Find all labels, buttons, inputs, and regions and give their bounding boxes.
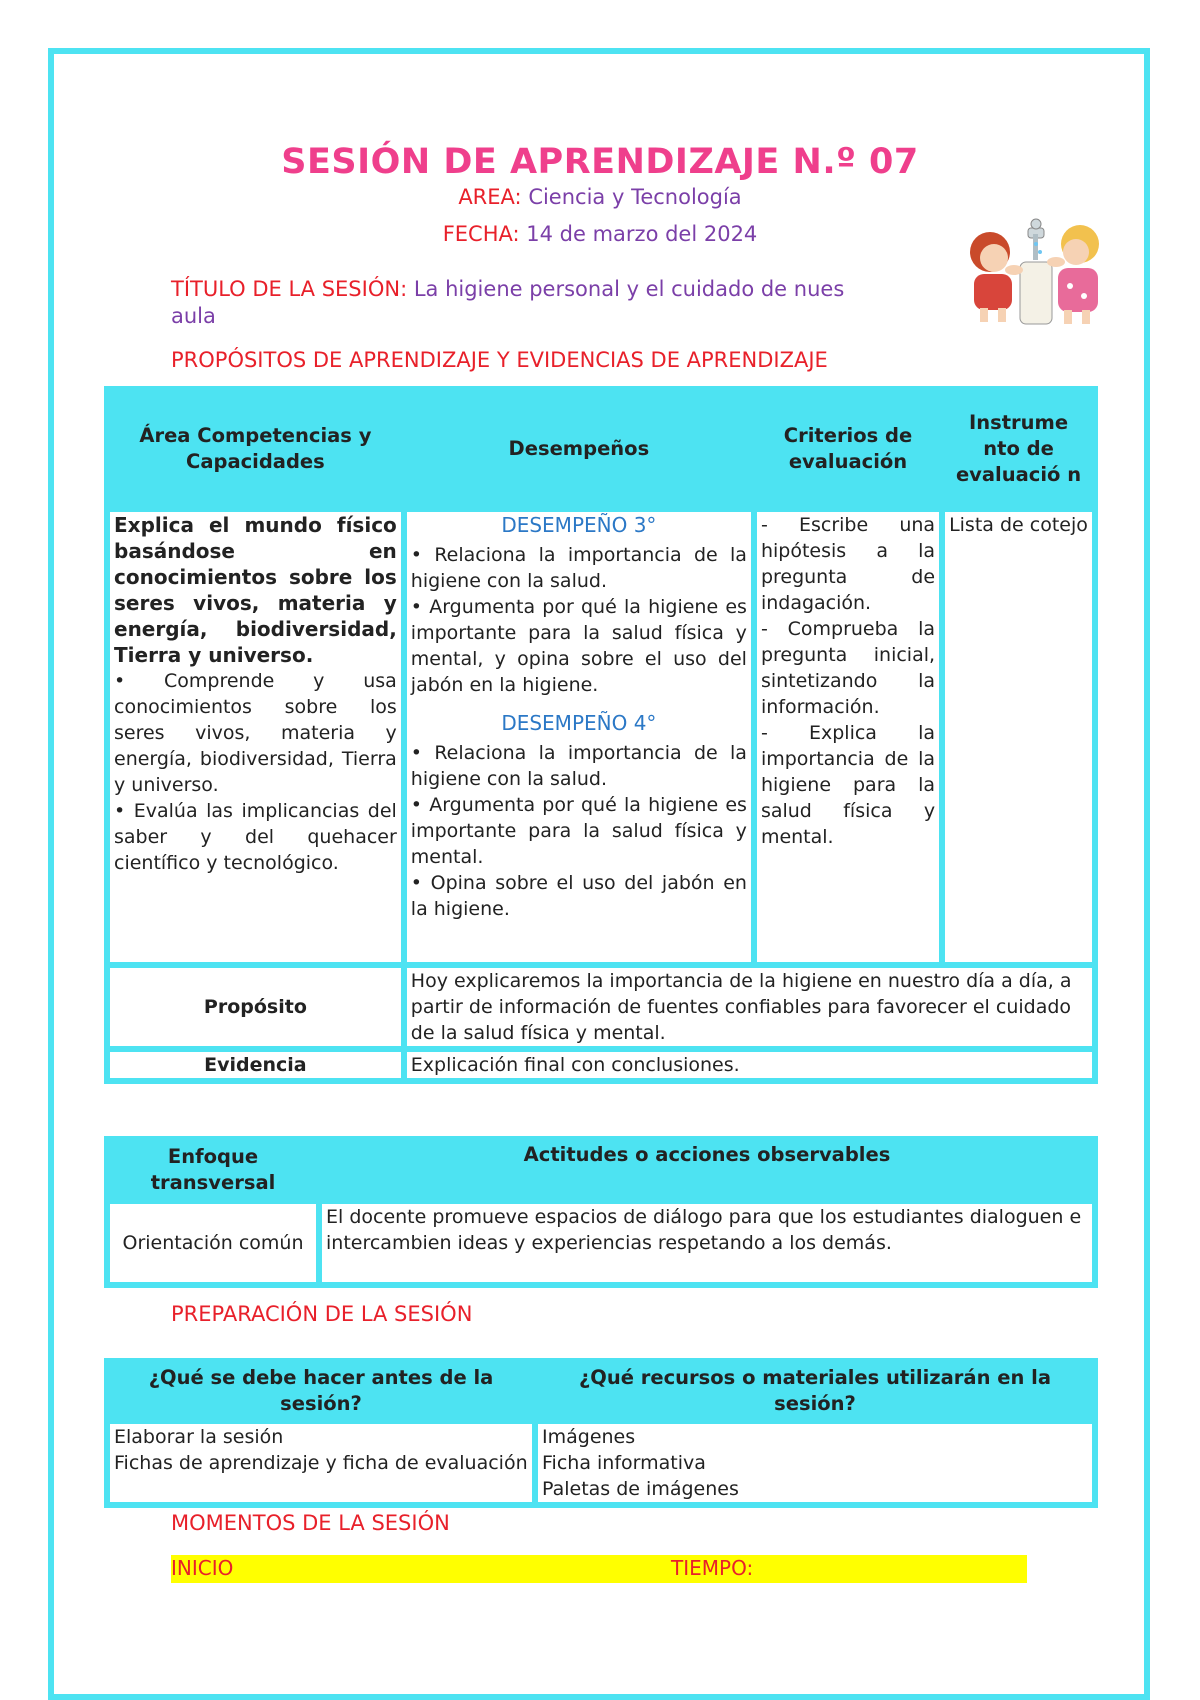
desempenos-cell (407, 512, 751, 962)
header-instrumento: Instrume nto de evaluació n (945, 392, 1092, 506)
header-criterios: Criterios de evaluación (757, 392, 939, 506)
header-antes: ¿Qué se debe hacer antes de la sesión? (110, 1364, 532, 1418)
antes-item-2: Fichas de aprendizaje y ficha de evaluación (114, 1452, 528, 1474)
page-title: SESIÓN DE APRENDIZAJE N.º 07 (281, 142, 919, 182)
header-enfoque: Enfoque transversal (110, 1142, 316, 1198)
preparacion-table (104, 1358, 1098, 1508)
tiempo-label: TIEMPO: (671, 1556, 754, 1580)
evidencia-text: Explicación final con conclusiones. (407, 1052, 1092, 1078)
header-desempenos: Desempeños (407, 392, 751, 506)
desempeno-4-item-1: • Relaciona la importancia de la higiene con la salud. (410, 742, 747, 790)
desempeno-3-item-2: • Argumenta por qué la higiene es importante para la salud física y mental, y opina sobre el uso del jabón en la higiene. (410, 596, 747, 696)
titulo-value-line1: La higiene personal y el cuidado de nues (413, 277, 845, 301)
preparacion-heading: PREPARACIÓN DE LA SESIÓN (171, 1302, 473, 1326)
desempeno-4-title: DESEMPEÑO 4° (501, 711, 657, 735)
criterio-1: - Escribe una hipótesis a la pregunta de indagación. (760, 514, 936, 614)
competencias-cell (110, 512, 401, 962)
propositos-heading: PROPÓSITOS DE APRENDIZAJE Y EVIDENCIAS DE APRENDIZAJE (171, 348, 828, 372)
recurso-item-2: Ficha informativa (542, 1452, 706, 1474)
criterio-3: - Explica la importancia de la higiene para la salud física y mental. (760, 722, 936, 848)
desempeno-3-item-1: • Relaciona la importancia de la higiene con la salud. (410, 544, 747, 592)
evidencia-label: Evidencia (110, 1052, 401, 1078)
recursos-cell (538, 1424, 1092, 1502)
propositos-table (104, 386, 1098, 1084)
inicio-label: INICIO (171, 1556, 234, 1580)
criterios-cell (757, 512, 939, 962)
desempeno-4-item-3: • Opina sobre el uso del jabón en la higiene. (410, 872, 747, 920)
proposito-label: Propósito (110, 968, 401, 1046)
antes-item-1: Elaborar la sesión (114, 1426, 284, 1448)
header-recursos: ¿Qué recursos o materiales utilizarán en la sesión? (538, 1364, 1092, 1418)
header-area: Área Competencias y Capacidades (110, 392, 401, 506)
proposito-text: Hoy explicaremos la importancia de la higiene en nuestro día a día, a partir de información de fuentes confiables para favorecer el cuidado de la salud física y mental. (407, 968, 1092, 1046)
titulo-label: TÍTULO DE LA SESIÓN: (171, 277, 408, 301)
recurso-item-1: Imágenes (542, 1426, 636, 1448)
capacidad-2: • Evalúa las implicancias del saber y del quehacer científico y tecnológico. (114, 800, 397, 874)
recurso-item-3: Paletas de imágenes (542, 1478, 739, 1500)
header-actitudes: Actitudes o acciones observables (322, 1142, 1092, 1198)
area-line (0, 185, 1200, 209)
session-title (171, 276, 971, 330)
children-washing-hands-illustration (958, 212, 1113, 330)
actitud-value: El docente promueve espacios de diálogo para que los estudiantes dialoguen e intercambien ideas y experiencias respetando a los demás. (322, 1204, 1092, 1282)
inicio-bar (171, 1555, 1027, 1583)
fecha-label: FECHA: (442, 222, 520, 246)
area-value: Ciencia y Tecnología (528, 185, 742, 209)
desempeno-4-item-2: • Argumenta por qué la higiene es importante para la salud física y mental. (410, 794, 747, 868)
competencia-text: Explica el mundo físico basándose en conocimientos sobre los seres vivos, materia y energía, biodiversidad, Tierra y universo. (114, 513, 397, 667)
capacidad-1: • Comprende y usa conocimientos sobre los seres vivos, materia y energía, biodiversidad, Tierra y universo. (114, 670, 397, 796)
fecha-value: 14 de marzo del 2024 (526, 222, 758, 246)
momentos-heading: MOMENTOS DE LA SESIÓN (171, 1511, 450, 1535)
area-label: AREA: (458, 185, 522, 209)
criterio-2: - Comprueba la pregunta inicial, sintetizando la información. (760, 618, 936, 718)
enfoque-value: Orientación común (110, 1204, 316, 1282)
antes-cell (110, 1424, 532, 1502)
desempeno-3-title: DESEMPEÑO 3° (501, 513, 657, 537)
titulo-value-line2: aula (171, 304, 216, 328)
enfoque-table (104, 1136, 1098, 1288)
instrumento-cell: Lista de cotejo (945, 512, 1092, 962)
